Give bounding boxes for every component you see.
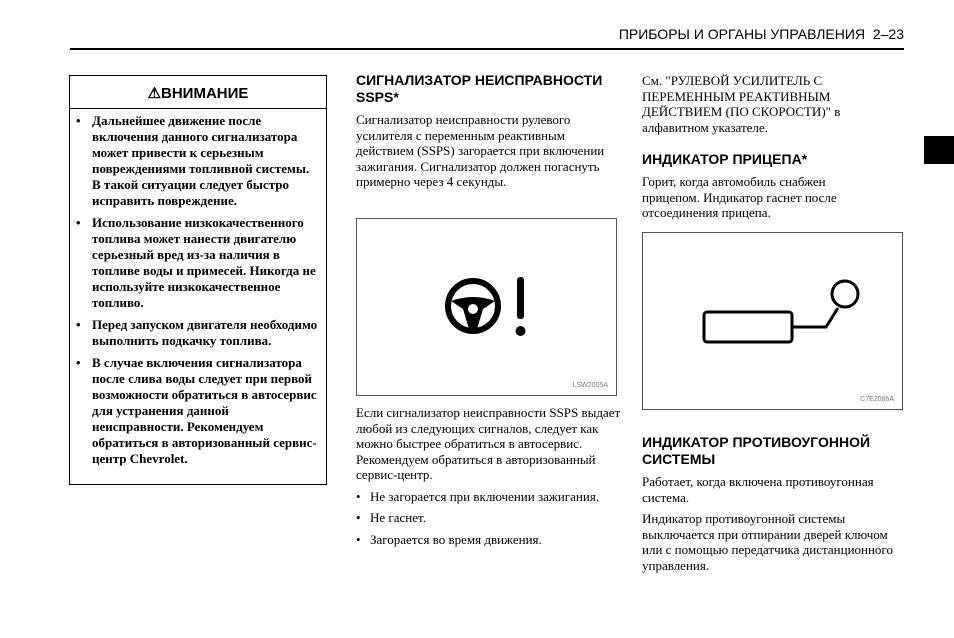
warning-item: • Использование низкокачественного топлива может нанести двигателю серьезный вред из-за наличия в топливе воды и примесей. Никогда не используйте низкокачественное топливо. (76, 215, 320, 311)
running-header (619, 26, 904, 42)
antitheft-text2: Индикатор противоугонной системы выключается при отпирании дверей ключом или с помощью передатчика дистанционного управления. (642, 511, 893, 573)
warning-item: • Перед запуском двигателя необходимо выполнить подкачку топлива. (76, 317, 320, 349)
header-title: ПРИБОРЫ И ОРГАНЫ УПРАВЛЕНИЯ (618, 26, 866, 42)
ssps-heading: СИГНАЛИЗАТОР НЕИСПРАВНОСТИ SSPS* (356, 72, 603, 105)
section-tab (924, 136, 954, 164)
ssps-section (356, 72, 621, 196)
ssps-bullet: • Загорается во время движения. (356, 532, 624, 548)
trailer-text: Горит, когда автомобиль снабжен прицепом. Индикатор гаснет после отсоединения прицепа. (642, 174, 837, 220)
antitheft-text: Работает, когда включена противоугонная система. (642, 474, 874, 505)
warning-triangle-icon: ⚠ (147, 85, 162, 102)
trailer-heading: ИНДИКАТОР ПРИЦЕПА* (642, 151, 808, 167)
warning-item: • В случае включения сигнализатора после слива воды следует при первой возможности обратиться в автосервис для устранения данной неисправности. Рекомендуем обратиться в авторизованный сервис-центр Chevrolet. (76, 355, 320, 467)
ssps-bullet: • Не загорается при включении зажигания. (356, 489, 624, 505)
antitheft-section (642, 434, 904, 579)
antitheft-heading: ИНДИКАТОР ПРОТИВОУГОННОЙ СИСТЕМЫ (642, 434, 871, 467)
ssps-details (356, 405, 624, 553)
ssps-text: Сигнализатор неисправности рулевого усилителя с переменным реактивным действием (SSPS) загорается при включении зажигания. Сигнализатор должен погаснуть примерно через 4 секунды. (356, 112, 605, 189)
steering-warning-icon (443, 271, 543, 341)
warning-title (70, 76, 326, 109)
trailer-icon (698, 268, 868, 378)
trailer-figure (642, 232, 903, 410)
warning-item: • Дальнейшее движение после включения данного сигнализатора может привести к серьезным повреждениями топливной системы. В такой ситуации следует быстро исправить повреждение. (76, 113, 320, 209)
warning-title-text: ВНИМАНИЕ (161, 85, 249, 102)
header-rule (70, 48, 904, 50)
ssps-text2: Если сигнализатор неисправности SSPS выдает любой из следующих сигналов, следует как можно быстрее обратиться в автосервис. Рекомендуем обратиться в авторизованный сервис-центр. (356, 405, 621, 482)
ssps-bullet: • Не гаснет. (356, 510, 624, 526)
right-column (642, 73, 857, 227)
page-number: 2–23 (872, 26, 904, 42)
ssps-figure (356, 218, 617, 396)
reference-text: См. "РУЛЕВОЙ УСИЛИТЕЛЬ С ПЕРЕМЕННЫМ РЕАКТИВНЫМ ДЕЙСТВИЕМ (ПО СКОРОСТИ)" в алфавитном указателе. (642, 73, 841, 135)
figure-label: LSW2005A (572, 382, 608, 389)
warning-box (69, 75, 327, 485)
figure-label: C7E2086A (860, 396, 894, 403)
